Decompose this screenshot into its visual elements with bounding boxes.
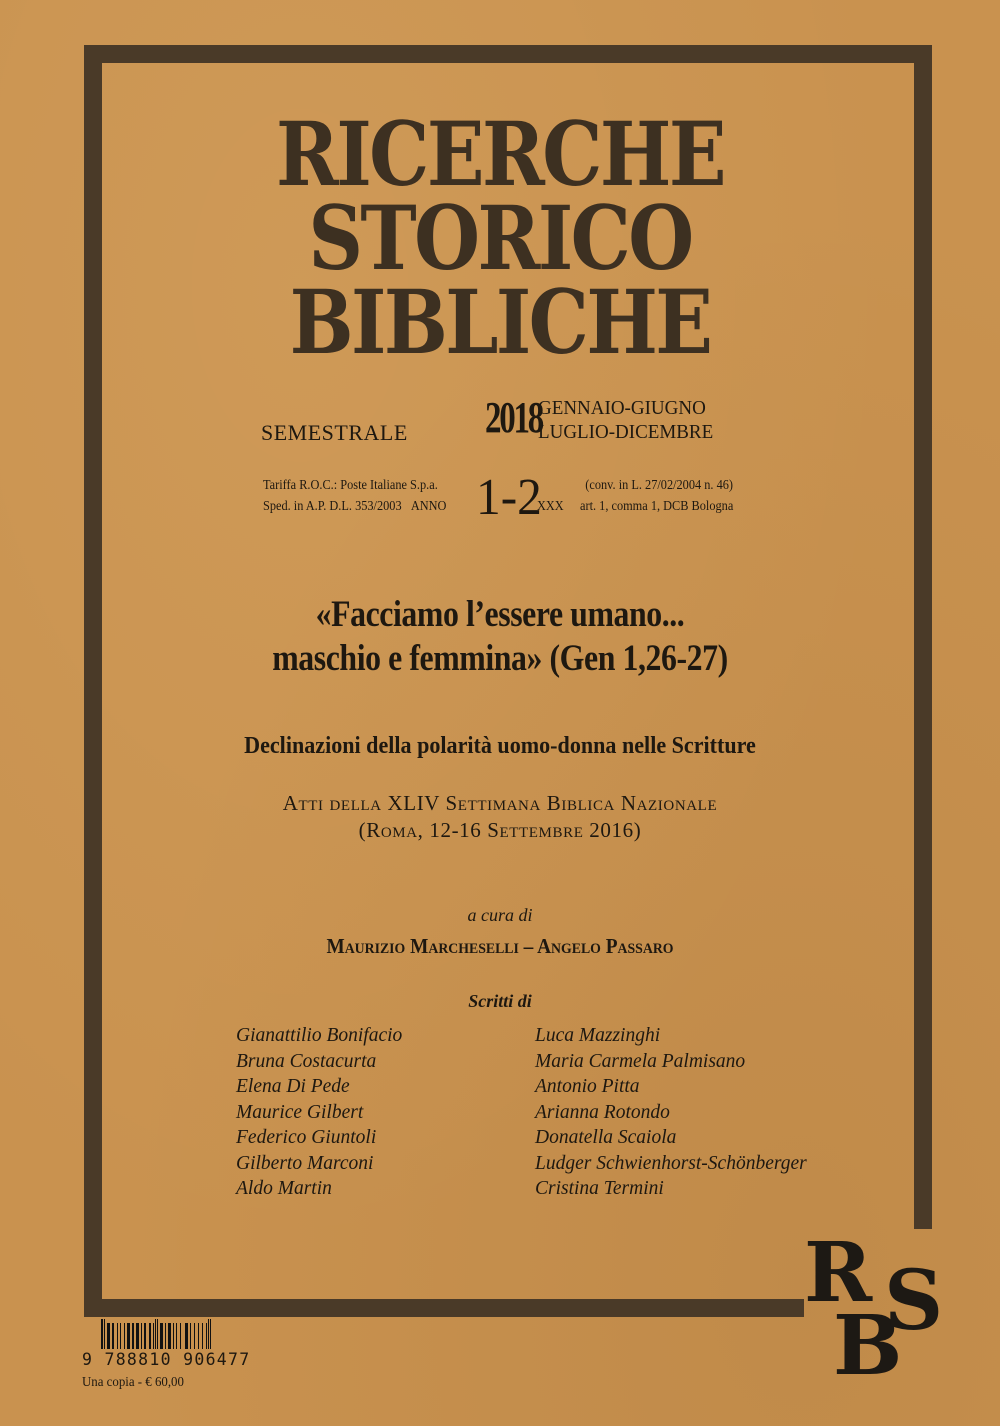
logo-letter-b: B [833, 1298, 903, 1394]
postal-left-2 [263, 496, 446, 517]
logo-letter-s: S [884, 1253, 944, 1349]
title-line-3: BIBLICHE [289, 270, 711, 374]
issue-main-title [156, 593, 844, 681]
postal-info-right [580, 475, 733, 517]
author: Antonio Pitta [535, 1076, 640, 1097]
main-title-line-2: maschio e femmina» (Gen 1,26-27) [272, 638, 728, 679]
author: Aldo Martin [236, 1178, 332, 1199]
authors-right-column [535, 1023, 807, 1202]
anno-label: ANNO [410, 499, 447, 514]
proceedings-line-1: Atti della XLIV Settimana Biblica Nazionale [282, 791, 718, 815]
postal-info-left [263, 475, 446, 517]
barcode [101, 1321, 211, 1349]
postal-right-1: (conv. in L. 27/02/2004 n. 46) [585, 478, 733, 493]
period-2: LUGLIO-DICEMBRE [538, 421, 714, 443]
volume-number: XXX [537, 499, 564, 514]
proceedings [100, 790, 900, 844]
postal-left-2-text: Sped. in A.P. D.L. 353/2003 [263, 499, 402, 514]
author: Luca Mazzinghi [535, 1025, 661, 1046]
author: Maria Carmela Palmisano [535, 1050, 746, 1072]
curated-by-label: a cura di [467, 905, 533, 925]
author: Cristina Termini [535, 1178, 664, 1199]
author: Federico Giuntoli [236, 1127, 377, 1148]
written-by-label: Scritti di [468, 991, 532, 1011]
main-title-line-1: «Facciamo l’essere umano... [315, 594, 685, 635]
periods [538, 396, 713, 444]
author: Maurice Gilbert [236, 1101, 364, 1123]
author: Donatella Scaiola [535, 1127, 677, 1148]
postal-right-2: art. 1, comma 1, DCB Bologna [580, 499, 734, 514]
author: Ludger Schwienhorst-Schönberger [535, 1152, 807, 1174]
frame-left [84, 45, 102, 1317]
title-line-1: RICERCHE [276, 102, 724, 206]
period-1: GENNAIO-GIUGNO [538, 397, 706, 419]
editors: Maurizio Marcheselli – Angelo Passaro [326, 934, 674, 958]
isbn-number: 9 788810 906477 [82, 1350, 251, 1369]
author: Gianattilio Bonifacio [236, 1025, 403, 1046]
frame-top [84, 45, 932, 63]
frequency-label: SEMESTRALE [261, 420, 408, 445]
frame-bottom [84, 1299, 804, 1317]
logo-letter-r: R [804, 1225, 873, 1321]
price: Una copia - € 60,00 [82, 1375, 184, 1390]
issue-number: 1-2 [476, 469, 542, 526]
proceedings-line-2: (Roma, 12-16 Settembre 2016) [358, 818, 642, 842]
author: Bruna Costacurta [236, 1050, 377, 1072]
issue-subtitle: Declinazioni della polarità uomo-donna nelle Scritture [244, 733, 756, 759]
frame-right [914, 45, 932, 1229]
postal-left-1: Tariffa R.O.C.: Poste Italiane S.p.a. [263, 478, 438, 493]
authors-left-column [236, 1023, 402, 1202]
author: Arianna Rotondo [535, 1101, 670, 1123]
author: Elena Di Pede [236, 1076, 350, 1097]
author: Gilberto Marconi [236, 1152, 374, 1174]
year: 2018 [485, 393, 542, 442]
title-line-2: STORICO [308, 186, 692, 290]
journal-title [268, 102, 732, 374]
